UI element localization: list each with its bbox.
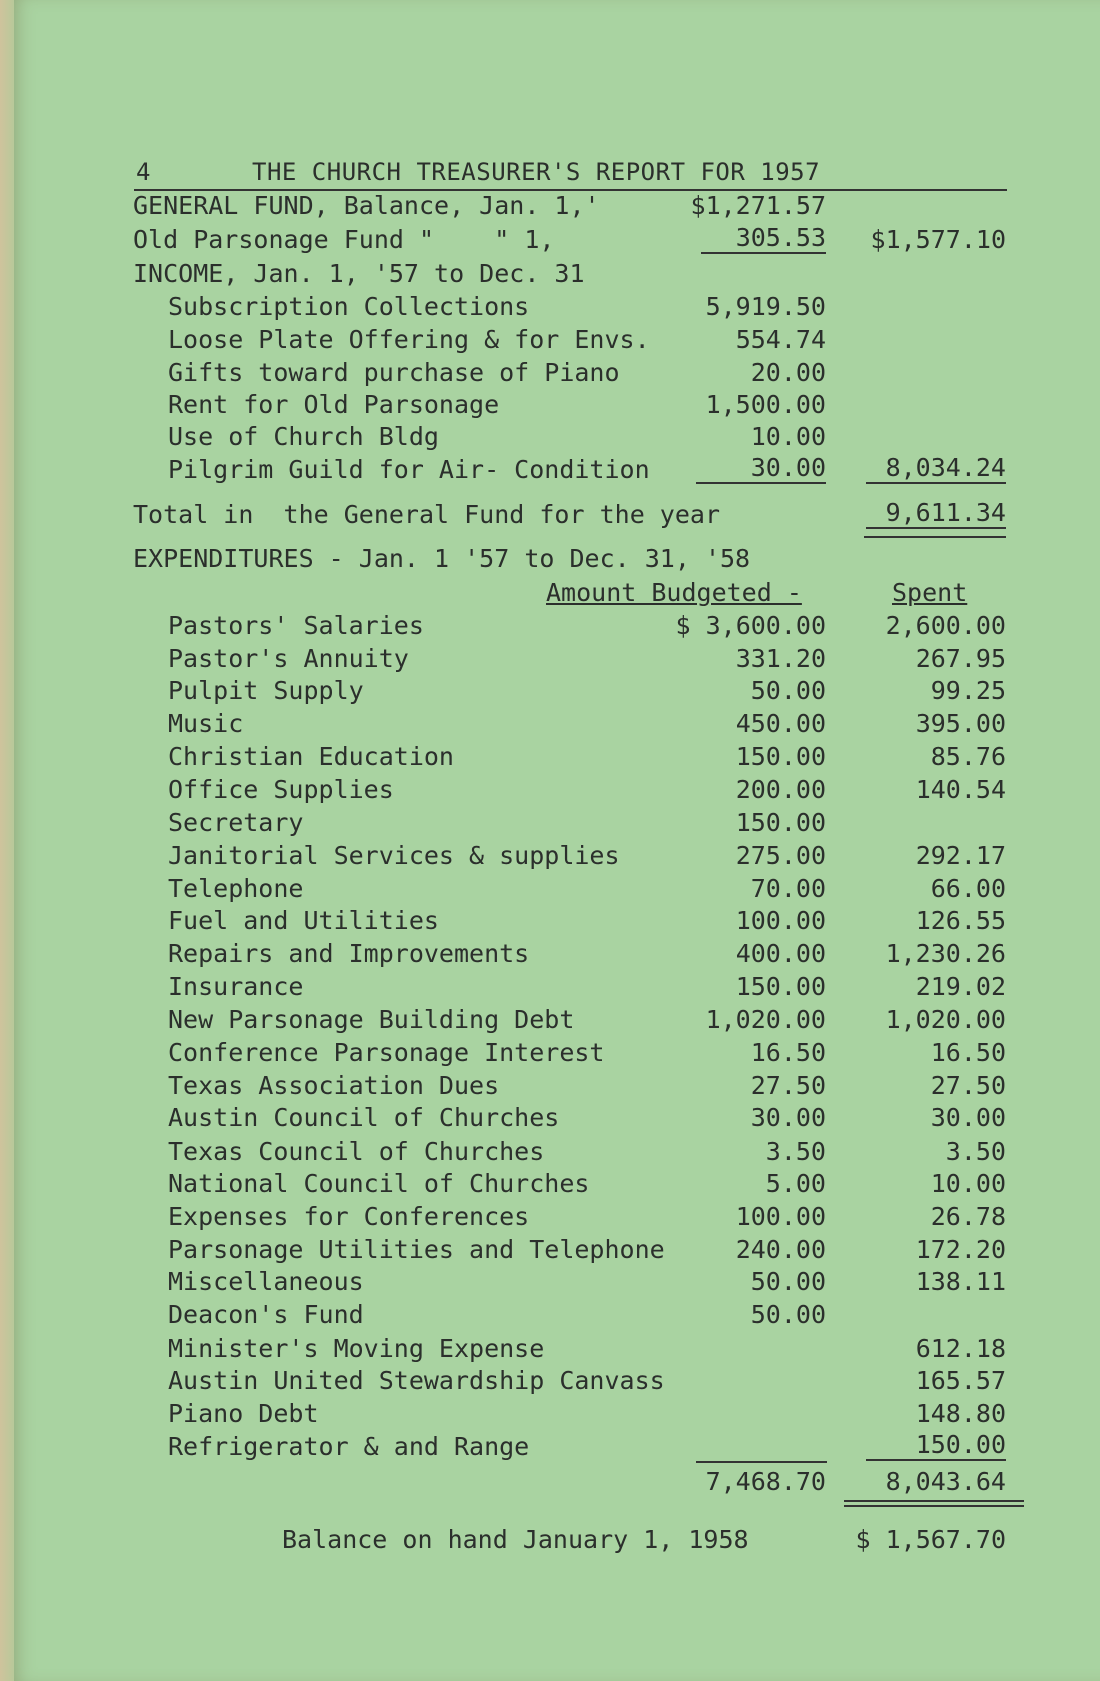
row-amount: 20.00: [750, 358, 826, 387]
budget-column-rule: [696, 1461, 827, 1463]
income-total: 8,034.24: [866, 454, 1006, 484]
income-row: [0, 421, 1100, 453]
budgeted-amount: 1,020.00: [705, 1005, 826, 1034]
budgeted-amount: 150.00: [735, 972, 826, 1001]
row-label: Parsonage Utilities and Telephone: [168, 1235, 665, 1264]
row-label: Pastors' Salaries: [168, 611, 424, 640]
budgeted-amount: 100.00: [735, 906, 826, 935]
expense-row: [0, 1037, 1100, 1069]
row-label: Refrigerator & and Range: [168, 1432, 530, 1461]
row-label: New Parsonage Building Debt: [168, 1005, 575, 1034]
row-label: Repairs and Improvements: [168, 939, 530, 968]
spent-amount: 165.57: [915, 1366, 1006, 1395]
report-header: [0, 156, 1100, 188]
expense-row: [0, 1365, 1100, 1397]
expense-row: [0, 643, 1100, 675]
spent-amount: 1,020.00: [885, 1005, 1006, 1034]
income-row: [0, 389, 1100, 421]
budgeted-amount: 400.00: [735, 939, 826, 968]
spent-amount: 395.00: [915, 709, 1006, 738]
page-number: 4: [136, 158, 151, 186]
row-label: Deacon's Fund: [168, 1300, 364, 1329]
budgeted-amount: $ 3,600.00: [675, 611, 826, 640]
general-fund-balance-row: [0, 190, 1100, 222]
expense-row: [0, 1070, 1100, 1102]
spent-amount: 30.00: [930, 1103, 1006, 1132]
expense-row: [0, 971, 1100, 1003]
row-label: Texas Association Dues: [168, 1071, 500, 1100]
expense-row: [0, 610, 1100, 642]
budgeted-amount: 5.00: [765, 1169, 826, 1198]
row-label: Secretary: [168, 808, 304, 837]
row-label: Subscription Collections: [168, 292, 530, 321]
row-amount: 30.00: [696, 454, 826, 484]
row-amount: 5,919.50: [705, 292, 826, 321]
spent-amount: 10.00: [930, 1169, 1006, 1198]
budgeted-amount: 100.00: [735, 1202, 826, 1231]
row-label: Gifts toward purchase of Piano: [168, 358, 620, 387]
row-label: Minister's Moving Expense: [168, 1334, 545, 1363]
spent-amount: 267.95: [915, 644, 1006, 673]
row-label: Fuel and Utilities: [168, 906, 439, 935]
row-label: Pilgrim Guild for Air- Condition: [168, 455, 650, 484]
row-total: $1,577.10: [870, 225, 1006, 254]
expense-row: [0, 905, 1100, 937]
expense-row: [0, 1266, 1100, 1298]
double-underline: [864, 536, 1006, 538]
budgeted-amount: 331.20: [735, 644, 826, 673]
spent-amount: 26.78: [930, 1202, 1006, 1231]
double-underline: [844, 1500, 1024, 1502]
spent-amount: 16.50: [930, 1038, 1006, 1067]
expense-row: [0, 807, 1100, 839]
expenditures-heading: [0, 543, 1100, 575]
income-heading-text: INCOME, Jan. 1, '57 to Dec. 31: [133, 259, 585, 288]
row-label: Rent for Old Parsonage: [168, 390, 500, 419]
budgeted-column-header: Amount Budgeted -: [546, 578, 802, 607]
budgeted-amount: 50.00: [750, 676, 826, 705]
budgeted-amount: 70.00: [750, 874, 826, 903]
income-row: [0, 454, 1100, 486]
row-label: Austin United Stewardship Canvass: [168, 1366, 665, 1395]
budgeted-amount: 200.00: [735, 775, 826, 804]
budgeted-amount: 240.00: [735, 1235, 826, 1264]
expense-row: [0, 938, 1100, 970]
spent-amount: 612.18: [915, 1334, 1006, 1363]
spent-column-header: Spent: [892, 578, 968, 607]
closing-balance-row: [0, 1524, 1100, 1556]
expense-row: [0, 774, 1100, 806]
spent-amount: 66.00: [930, 874, 1006, 903]
spent-amount: 219.02: [915, 972, 1006, 1001]
income-row: [0, 291, 1100, 323]
row-amount: 305.53: [701, 224, 826, 254]
expense-row: [0, 1234, 1100, 1266]
expense-row: [0, 1168, 1100, 1200]
row-amount: 554.74: [735, 325, 826, 354]
expense-row: [0, 1333, 1100, 1365]
row-label: Loose Plate Offering & for Envs.: [168, 325, 650, 354]
spent-amount: 150.00: [866, 1431, 1006, 1461]
total-budgeted: 7,468.70: [705, 1467, 826, 1496]
row-label: Insurance: [168, 972, 304, 1001]
spent-amount: 148.80: [915, 1399, 1006, 1428]
spent-amount: 3.50: [945, 1137, 1006, 1166]
old-parsonage-fund-row: [0, 224, 1100, 256]
row-label: Total in the General Fund for the year: [133, 500, 720, 529]
row-amount: 10.00: [750, 422, 826, 451]
spent-amount: 85.76: [930, 742, 1006, 771]
closing-balance-amount: $ 1,567.70: [855, 1525, 1006, 1554]
report-title: THE CHURCH TREASURER'S REPORT FOR 1957: [252, 158, 821, 186]
row-amount: $1,271.57: [690, 191, 826, 220]
expenditures-heading-text: EXPENDITURES - Jan. 1 '57 to Dec. 31, '58: [133, 544, 751, 573]
spent-amount: 27.50: [930, 1071, 1006, 1100]
expense-row: [0, 1201, 1100, 1233]
expenditure-totals-row: [0, 1466, 1100, 1498]
expense-row: [0, 1398, 1100, 1430]
row-label: Christian Education: [168, 742, 454, 771]
expense-row: [0, 1299, 1100, 1331]
budgeted-amount: 30.00: [750, 1103, 826, 1132]
expense-row: [0, 741, 1100, 773]
row-label: Austin Council of Churches: [168, 1103, 560, 1132]
spent-amount: 140.54: [915, 775, 1006, 804]
budgeted-amount: 150.00: [735, 742, 826, 771]
row-amount: 1,500.00: [705, 390, 826, 419]
expense-row: [0, 1102, 1100, 1134]
spent-amount: 2,600.00: [885, 611, 1006, 640]
spent-amount: 126.55: [915, 906, 1006, 935]
row-label: Janitorial Services & supplies: [168, 841, 620, 870]
row-label: Expenses for Conferences: [168, 1202, 530, 1231]
income-heading: [0, 258, 1100, 290]
spent-amount: 99.25: [930, 676, 1006, 705]
spent-amount: 138.11: [915, 1267, 1006, 1296]
budgeted-amount: 275.00: [735, 841, 826, 870]
budgeted-amount: 16.50: [750, 1038, 826, 1067]
row-label: Old Parsonage Fund " " 1,: [133, 225, 555, 254]
budgeted-amount: 150.00: [735, 808, 826, 837]
expense-row: [0, 840, 1100, 872]
budgeted-amount: 27.50: [750, 1071, 826, 1100]
row-label: Balance on hand January 1, 1958: [282, 1525, 749, 1554]
row-label: Office Supplies: [168, 775, 394, 804]
row-label: GENERAL FUND, Balance, Jan. 1,': [133, 191, 600, 220]
budgeted-amount: 50.00: [750, 1300, 826, 1329]
expense-row: [0, 1004, 1100, 1036]
expense-row: [0, 675, 1100, 707]
row-label: Texas Council of Churches: [168, 1137, 545, 1166]
row-label: Piano Debt: [168, 1399, 319, 1428]
row-label: Telephone: [168, 874, 304, 903]
row-label: Music: [168, 709, 244, 738]
budgeted-amount: 450.00: [735, 709, 826, 738]
double-underline: [844, 1505, 1024, 1507]
row-label: Pulpit Supply: [168, 676, 364, 705]
expense-row: [0, 708, 1100, 740]
row-label: Use of Church Bldg: [168, 422, 439, 451]
row-label: Miscellaneous: [168, 1267, 364, 1296]
row-label: Pastor's Annuity: [168, 644, 409, 673]
income-row: [0, 357, 1100, 389]
general-fund-total-row: [0, 499, 1100, 531]
budgeted-amount: 50.00: [750, 1267, 826, 1296]
spent-amount: 292.17: [915, 841, 1006, 870]
expense-row: [0, 1431, 1100, 1463]
budgeted-amount: 3.50: [765, 1137, 826, 1166]
expense-row: [0, 1136, 1100, 1168]
total-spent: 8,043.64: [885, 1467, 1006, 1496]
expense-row: [0, 873, 1100, 905]
general-fund-total: 9,611.34: [866, 499, 1006, 529]
income-row: [0, 324, 1100, 356]
row-label: National Council of Churches: [168, 1169, 590, 1198]
row-label: Conference Parsonage Interest: [168, 1038, 605, 1067]
spent-amount: 1,230.26: [885, 939, 1006, 968]
spent-amount: 172.20: [915, 1235, 1006, 1264]
column-headers: [0, 577, 1100, 609]
